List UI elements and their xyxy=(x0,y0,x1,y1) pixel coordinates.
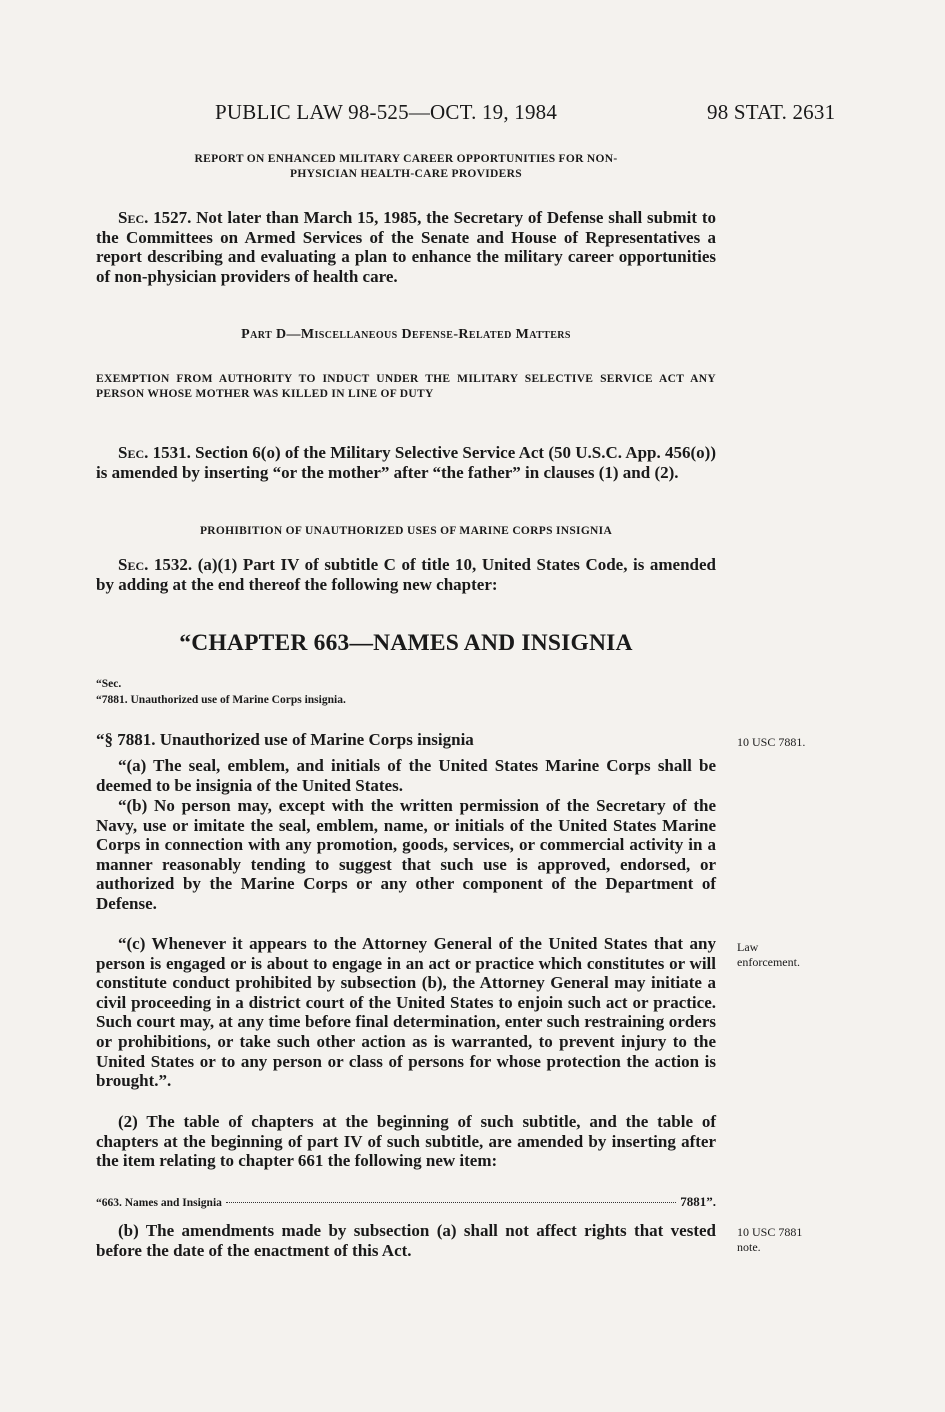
section-7881-para-a: “(a) The seal, emblem, and initials of the United States Marine Corps shall be deemed to be insignia of the United States. xyxy=(96,756,716,795)
sec1527-label: Sec. xyxy=(118,208,149,227)
sec1531-body xyxy=(96,443,716,482)
margin-note-enforcement: enforcement. xyxy=(737,955,800,969)
new-table-item xyxy=(96,1194,716,1210)
running-header-page: 98 STAT. 2631 xyxy=(707,100,836,124)
margin-note-note-line: note. xyxy=(737,1240,761,1254)
margin-note-law: Law xyxy=(737,940,759,954)
section-7881-title: “§ 7881. Unauthorized use of Marine Corps insignia xyxy=(96,730,474,749)
sec1531-text: 1531. Section 6(o) of the Military Selective Service Act (50 U.S.C. App. 456(o)) is amended by inserting “or the mother” after “the father” in clauses (1) and (2). xyxy=(96,443,716,482)
part-d-heading: Part D—Miscellaneous Defense-Related Matters xyxy=(241,327,571,342)
new-item-section: 7881”. xyxy=(680,1194,716,1209)
chapter-title: “CHAPTER 663—NAMES AND INSIGNIA xyxy=(179,630,633,656)
sec1532-para-b-final: (b) The amendments made by subsection (a) shall not affect rights that vested before the date of the enactment of this Act. xyxy=(96,1221,716,1260)
sec1532-label: Sec. xyxy=(118,555,149,574)
sec1527-heading-line1: REPORT ON ENHANCED MILITARY CAREER OPPORTUNITIES FOR NON- xyxy=(194,153,618,165)
running-header-title: PUBLIC LAW 98-525—OCT. 19, 1984 xyxy=(215,100,558,124)
sec1531-heading: EXEMPTION FROM AUTHORITY TO INDUCT UNDER THE MILITARY SELECTIVE SERVICE ACT ANY PERSON WHOSE MOTHER WAS KILLED IN LINE OF DUTY xyxy=(96,373,716,400)
sec1527-heading-line2: PHYSICIAN HEALTH-CARE PROVIDERS xyxy=(290,168,522,180)
sec1532-body xyxy=(96,555,716,594)
toc-item: “7881. Unauthorized use of Marine Corps insignia. xyxy=(96,694,346,706)
toc-sec-label: “Sec. xyxy=(96,678,122,690)
sec1527-heading xyxy=(96,152,716,182)
sec1532-text: 1532. (a)(1) Part IV of subtitle C of title 10, United States Code, is amended by adding at the end thereof the following new chapter: xyxy=(96,555,716,594)
sec1531-label: Sec. xyxy=(118,443,149,462)
sec1527-body xyxy=(96,208,716,286)
margin-note-law-enforcement xyxy=(737,940,857,970)
section-7881-para-c: “(c) Whenever it appears to the Attorney General of the United States that any person is engaged or is about to engage in an act or practice which constitutes or will constitute conduct prohibited by subsection (b), the Attorney General may initiate a civil proceeding in a district court of the United States to enjoin such act or practice. Such court may, at any time before final determination, enter such restraining orders or prohibitions, or take such other action as is warranted, to prevent injury to the United States or to any person or class of persons for whose protection the action is brought.”. xyxy=(96,934,716,1091)
chapter-toc xyxy=(96,676,716,708)
margin-note-usc: 10 USC 7881. xyxy=(737,735,806,749)
sec1527-text: 1527. Not later than March 15, 1985, the Secretary of Defense shall submit to the Committees on Armed Services of the Senate and House of Representatives a report describing and evaluating a plan to enhance the military career opportunities of non-physician providers of health care. xyxy=(96,208,716,286)
margin-note-usc-line: 10 USC 7881 xyxy=(737,1225,803,1239)
margin-note-usc-note xyxy=(737,1225,857,1255)
sec1532-heading: PROHIBITION OF UNAUTHORIZED USES OF MARINE CORPS INSIGNIA xyxy=(199,525,613,537)
section-7881-para-b: “(b) No person may, except with the written permission of the Secretary of the Navy, use or imitate the seal, emblem, name, or initials of the United States Marine Corps in connection with any promotion, goods, services, or commercial activity in a manner reasonably tending to suggest that such use is approved, endorsed, or authorized by the Marine Corps or any other component of the Department of Defense. xyxy=(96,796,716,913)
leader-dots xyxy=(226,1202,676,1203)
new-item-title: “663. Names and Insignia xyxy=(96,1197,222,1209)
sec1532-para-2: (2) The table of chapters at the beginning of such subtitle, and the table of chapters at the beginning of part IV of such subtitle, are amended by inserting after the item relating to chapter 661 the following new item: xyxy=(96,1112,716,1171)
